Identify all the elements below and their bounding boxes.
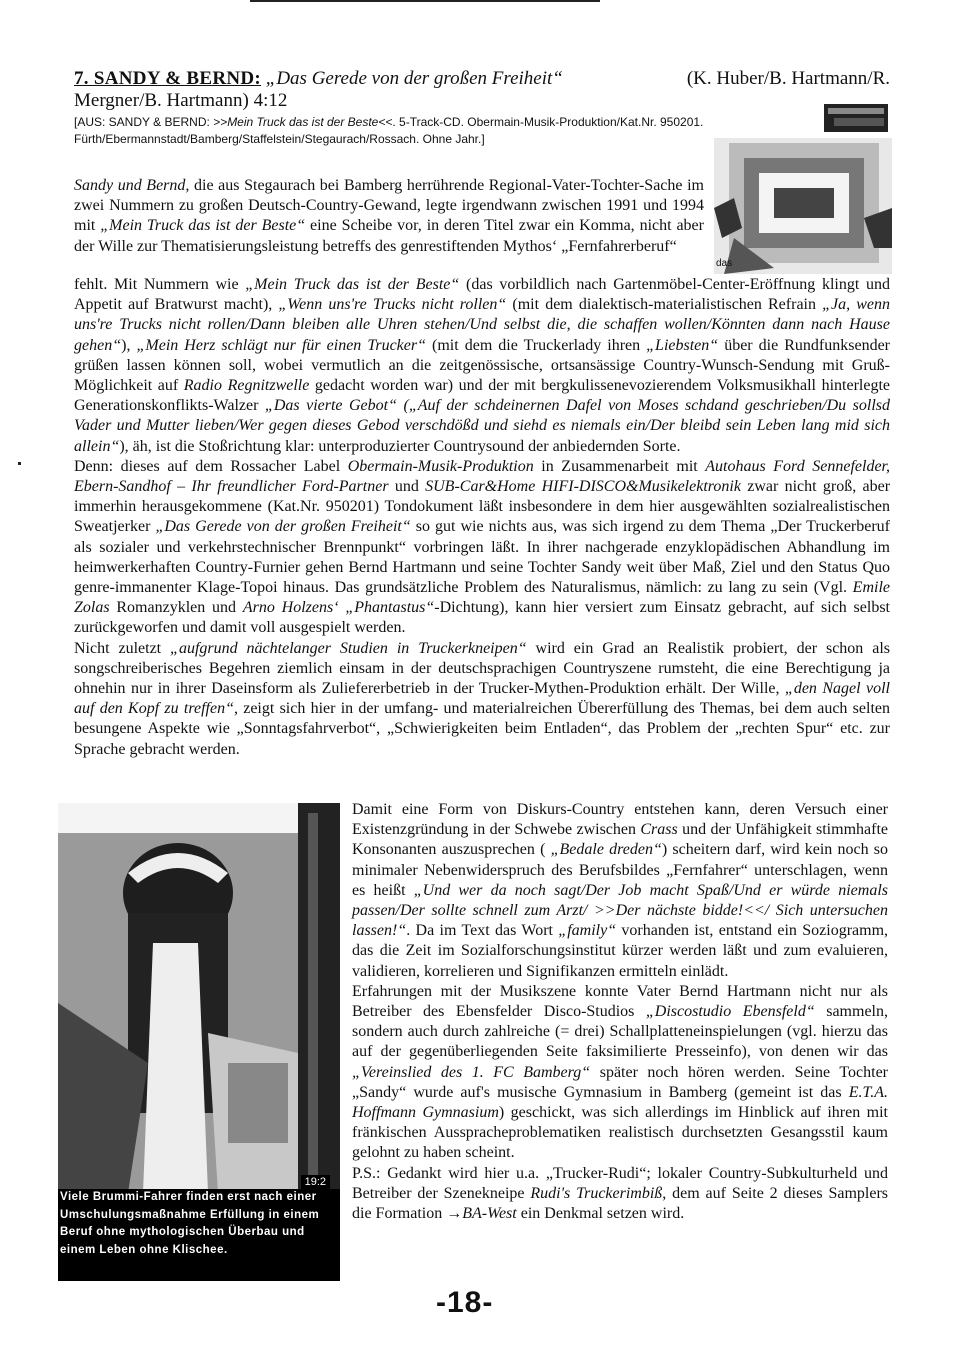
track-title: 7. SANDY & BERND: [74,68,262,89]
p2-run: Arno Holzens‘ „Phantastus“ [242,599,435,617]
p2-run: Autohaus Ford Sennefelder, Ebern-Sandhof – Ihr freundlicher Ford-Partner [74,457,890,496]
p3-run: „Bedale dreden“ [550,841,662,859]
paragraph-intro [74,176,704,257]
p2-run: Denn: dieses auf dem Rossacher Label [74,457,348,475]
p2-run: Emile Zolas [74,579,890,617]
p2-run: in Zusammenarbeit mit [533,457,706,475]
cd-cover-photo [714,98,892,274]
p2-run: gedacht worden war) und der mit bergkulissenevozierendem Volksmusikhall hinterlegte Generationskonflikts-Walzer [74,377,890,415]
stray-dot [18,462,21,465]
p2-run: ), äh, ist die Stoßrichtung klar: unterproduzierter Countrysound der anbiedernden Sorte. [119,437,681,455]
source-album: >>Mein Truck das ist der Beste<< [213,115,393,129]
p2-run: „Das Gerede von der großen Freiheit“ [155,518,411,536]
p2-run: Romanzyklen und [109,599,243,617]
p3-run: , dem auf Seite 2 dieses Samplers die Formation [352,1184,888,1223]
p3-run: → [446,1205,463,1223]
p3-run: Rudi's Truckerimbiß [530,1184,663,1202]
p2-run: „Liebsten“ [646,336,719,354]
source-note [74,114,704,148]
p1-run: die aus Stegaurach bei Bamberg herrührende Regional-Vater-Tochter-Sache im zwei Nummern zu großen Deutsch-Country-Gewand, legte irgendwann zwischen 1991 und 1994 mit [74,177,705,235]
photo-label: das [716,258,733,269]
p2-run: -Dichtung), kann hier versiert zum Einsatz gebracht, auf sich selbst zurückgeworfen und damit voll ausgespielt werden. [74,599,891,637]
source-prefix: [AUS: SANDY & BERND: [74,115,210,129]
p3-run: Erfahrungen mit der Musikszene konnte Vater Bernd Hartmann nicht nur als Betreiber des Ebensfelder Disco-Studios [352,982,888,1021]
p3-run: Crass [640,821,678,839]
p2-run: zwar nicht groß, aber immerhin herausgekommene (Kat.Nr. 950201) Tondokument läßt insbesondere in dem hier ausgewählten sozialrealistischen Sweatjerker [74,478,891,536]
p2-run: „Mein Herz schlägt nur für einen Trucker“ [136,336,426,354]
p2-run: Nicht zuletzt [74,639,171,657]
p2-run: so gut wie nichts aus, was sich irgend zu dem Thema „Der Truckerberuf als sozialer und verkehrstechnischer Brennpunkt“ vorbringen läßt. In ihrer nachgerade enzyklopädischen Abhandlung im heimwerkerhaften Country-Furnier gehen Bernd Hartmann und seine Tochter Sandy weit über Maß, Ziel und den Status Quo genre-immanenter Klage-Topoi hinaus. Das grundsätzliche Problem des Naturalismus, nämlich: zu lang zu sein (Vgl. [74,518,891,597]
p2-run: wird ein Grad an Realistik probiert, der schon als songschreiberisches Begehren ziemlich einsam in der deutschsprachigen Countryszene rumsteht, die eine Berechtigung ja ohnehin nur in ihrer Daseinsform als Zuliefererbetrieb in der Trucker-Mythen-Produktion erhält. Der Wille, [74,639,891,698]
song-title: „Das Gerede von der großen Freiheit“ [265,68,563,89]
p3-run: ein Denkmal setzen wird. [516,1205,685,1223]
paragraph-side [352,800,888,1224]
p2-run: „Ja, wenn uns're Trucks nicht rollen/Dann bleiben alle Uhren stehen/Und selbst die, die schaffen wollen/Könnten dann nach Hause gehen“ [74,296,890,354]
credits: (K. Huber/B. Hartmann/R. [686,68,890,89]
p2-run: „den Nagel voll auf den Kopf zu treffen“ [74,680,890,718]
p1-run: eine Scheibe vor, in deren Titel zwar ein Komma, nicht aber der Wille zur Thematisierungsleistung betreffs des genrestiftenden Mythos‘ „Fernfahrerberuf“ [74,217,704,255]
p2-run: „Wenn uns're Trucks nicht rollen“ [278,296,507,314]
p3-run: ) geschickt, was sich allerdings im Hinblick auf ihren mit fränkischen Ausspracheproblematiken realistisch durchsetzten Gesangsstil kaum gelohnt zu haben scheint. [352,1104,888,1162]
p2-run: (mit dem dialektisch-materialistischen Refrain [506,296,823,314]
p3-run: ) scheitern darf, wird kein noch so minimaler Nebenwiderspruch des Berufsbildes „Fernfahrer“ unterschlagen, wenn es heißt [352,841,889,899]
p2-run: über die Rundfunksender grüßen lassen können soll, wobei vermutlich an die zeitgenössische, ortsansässige Country-Wunsch-Sendung mit Gruß-Möglichkeit auf [74,336,891,395]
page-number: -18- [436,1286,494,1319]
p3-run: „Discostudio Ebensfeld“ [645,1003,815,1021]
p3-run: Damit eine Form von Diskurs-Country entstehen kann, deren Versuch einer Existenzgründung in der Schwebe zwischen [352,801,888,839]
trucker-photo [58,803,340,1193]
p3-run: vorhanden ist, entstand ein Soziogramm, das die Zeit im Sozialforschungsinstitut kürzer werden läßt und zum evaluieren, validieren, korrelieren und Signifikanzen ermitteln einlädt. [352,922,889,980]
p2-run: (das vorbildlich nach Gartenmöbel-Center-Eröffnung klingt und Appetit auf Bratwurst macht), [74,276,890,314]
p2-run: Obermain-Musik-Produktion [347,457,534,475]
top-rule [250,0,600,2]
paragraph-main [74,275,890,760]
p2-run: „Das vierte Gebot“ („Auf der schdeinernen Dafel von Moses schdand geschrieben/Du sollsd Vader und Mutter lieben/Wer gegen dieses Gebod verschdößd und siehd es niemals ein/Der bleibd sein Leben lang mid sich allein“ [74,397,891,455]
header-line-1 [74,68,890,90]
p2-run: SUB-Car&Home HIFI-DISCO&Musikelektronik [425,478,741,496]
p3-run: . Da im Text das Wort [406,922,559,940]
p2-run: „aufgrund nächtelanger Studien in Truckerkneipen“ [170,639,527,657]
photo-badge: 19:2 [301,1175,330,1189]
p3-run: sammeln, sondern auch durch zahlreiche (= drei) Schallplatteneinspielungen (vgl. hierzu das auf der gegenüberliegenden Seite faksimilierte Presseinfo), von denen wir das [352,1003,888,1061]
p3-run: „Und wer da noch sagt/Der Job macht Spaß/Und er würde niemals passen/Der sollte schnell zum Arzt/ >>Der nächste bidde!<</ Sich untersuchen lassen!“ [352,881,889,940]
p2-run: (mit dem die Truckerlady ihren [426,336,647,354]
p2-run: , zeigt sich hier in der umfang- und materialreichen Übererfüllung des Themas, bei dem auch selten besungene Aspekte wie „Sonntagsfahrverbot“, „Schwierigkeiten beim Entladen“, das Problem der „rechten Spur“ etc. zur Sprache gebracht werden. [74,700,890,758]
p3-run: BA-West [462,1205,517,1223]
p3-run: E.T.A. Hoffmann Gymnasium [352,1083,888,1122]
p3-run: P.S.: Gedankt wird hier u.a. „Trucker-Rudi“; lokaler Country-Subkulturheld und Betreiber der Szenekneipe [352,1164,888,1202]
p2-run: „Mein Truck das ist der Beste“ [245,276,460,293]
p1-run: Sandy und Bernd, [74,177,190,194]
p3-run: später noch hören werden. Seine Tochter „Sandy“ wurde auf's musische Gymnasium in Bamberg (gemeint ist das [352,1063,888,1101]
photo-caption: Viele Brummi-Fahrer finden erst nach einer Umschulungsmaßnahme Erfüllung in einem Beruf ohne mythologischen Überbau und einem Leben ohne Klischee. [58,1189,340,1281]
p3-run: und der Unfähigkeit stimmhafte Konsonanten auszusprechen ( [352,821,888,859]
p2-run: fehlt. Mit Nummern wie [74,276,246,293]
p3-run: „Vereinslied des 1. FC Bamberg“ [352,1063,591,1081]
p2-run: Radio Regnitzwelle [183,377,310,395]
credits-line-2: Mergner/B. Hartmann) 4:12 [74,90,288,111]
p1-run: „Mein Truck das ist der Beste“ [100,217,306,235]
source-details: . 5-Track-CD. Obermain-Musik-Produktion/Kat.Nr. 950201. Fürth/Ebermannstadt/Bamberg/Staffelstein/Stegaurach/Rossach. Ohne Jahr.] [74,115,704,146]
p2-run: und [388,478,426,496]
p3-run: „family“ [558,922,617,940]
p2-run: ), [121,336,137,354]
